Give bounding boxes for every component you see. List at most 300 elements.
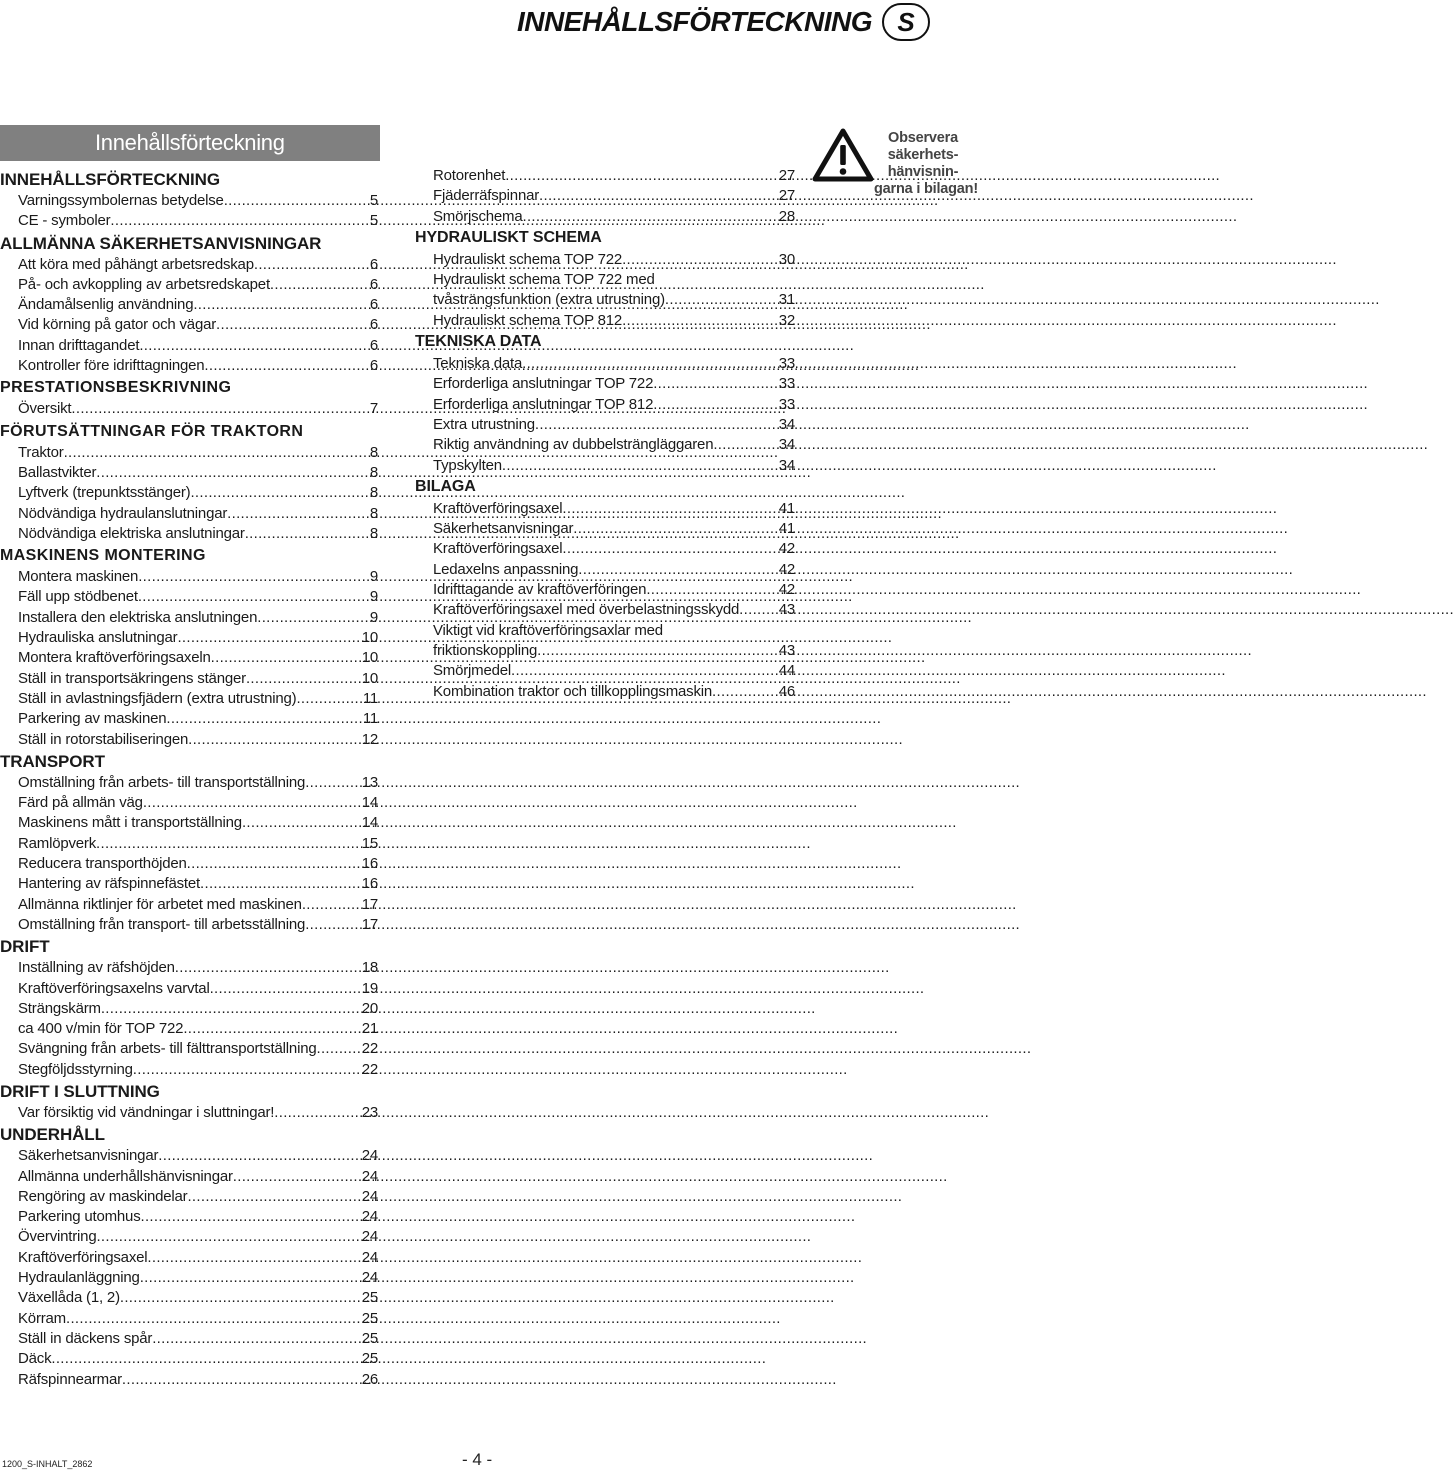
toc-entry-page: 25 [361, 1329, 378, 1347]
dot-leader [71, 399, 369, 419]
dot-leader [665, 290, 779, 310]
toc-entry[interactable] [0, 1227, 378, 1247]
dot-leader [183, 1019, 361, 1039]
dot-leader [158, 1146, 361, 1166]
toc-entry[interactable] [0, 1207, 378, 1227]
dot-leader [147, 1248, 361, 1268]
dot-leader [713, 435, 778, 455]
header-title: INNEHÅLLSFÖRTECKNING [516, 6, 872, 37]
toc-entry-page: 22 [361, 1060, 378, 1078]
toc-entry-title: Kombination traktor och tillkopplingsmaskin [433, 682, 713, 700]
dot-leader [200, 874, 362, 894]
dot-leader [211, 648, 362, 668]
toc-entry[interactable] [415, 354, 795, 374]
toc-entry[interactable] [0, 1103, 378, 1123]
toc-entry-title: Däck [18, 1350, 52, 1368]
dot-leader [274, 1103, 361, 1123]
toc-entry[interactable] [415, 661, 795, 681]
toc-entry-page: 42 [778, 560, 795, 578]
toc-entry[interactable] [0, 854, 378, 874]
toc-entry-title: Kontroller före idrifttagningen [18, 357, 205, 375]
dot-leader [96, 1227, 361, 1247]
toc-entry-page: 46 [778, 682, 795, 700]
toc-entry-title: Omställning från arbets- till transportställning [18, 773, 306, 791]
toc-entry[interactable] [0, 191, 378, 211]
toc-entry[interactable] [0, 689, 378, 709]
dot-leader [122, 1370, 362, 1390]
toc-entry-page: 11 [362, 710, 378, 728]
toc-entry-page: 41 [778, 520, 795, 538]
toc-entry[interactable] [415, 207, 795, 227]
toc-entry[interactable] [0, 1248, 378, 1268]
dot-leader [646, 580, 778, 600]
toc-entry-page: 5 [369, 212, 378, 230]
dot-leader [302, 895, 362, 915]
toc-entry[interactable] [415, 290, 795, 310]
dot-leader [233, 1167, 362, 1187]
toc-entry-title: Erforderliga anslutningar TOP 812 [433, 395, 654, 413]
toc-entry[interactable] [0, 315, 378, 335]
toc-entry-title: Växellåda (1, 2) [18, 1289, 120, 1307]
toc-entry-title: Inställning av räfshöjden [18, 959, 175, 977]
toc-entry-page: 42 [778, 540, 795, 558]
toc-entry-page: 8 [369, 524, 378, 542]
toc-entry-page: 6 [369, 296, 378, 314]
toc-entry-page: 24 [361, 1248, 378, 1266]
toc-entry-page: 6 [369, 336, 378, 354]
dot-leader [210, 979, 362, 999]
toc-section-heading[interactable]: PRESTATIONSBESKRIVNING [0, 379, 232, 397]
toc-entry-title: Nödvändiga elektriska anslutningar [18, 524, 245, 542]
toc-entry-page: 18 [361, 959, 378, 977]
toc-entry-title: Att köra med påhängt arbetsredskap [18, 255, 254, 273]
dot-leader [143, 793, 362, 813]
toc-entry[interactable] [0, 443, 378, 463]
dot-leader [537, 641, 779, 661]
dot-leader [96, 463, 370, 483]
toc-entry-page: 22 [361, 1040, 378, 1058]
toc-entry[interactable] [0, 1146, 378, 1166]
toc-entry-page: 24 [361, 1167, 378, 1185]
toc-entry-title: På- och avkoppling av arbetsredskapet [18, 275, 270, 293]
toc-entry-title: Kraftöverföringsaxel med överbelastningsskydd [433, 601, 740, 619]
toc-entry[interactable] [415, 166, 795, 186]
toc-entry-page: 10 [361, 629, 378, 647]
toc-entry[interactable] [415, 415, 795, 435]
toc-entry[interactable] [0, 979, 378, 999]
toc-entry[interactable] [0, 915, 378, 935]
toc-entry-title: Kraftöverföringsaxelns varvtal [18, 979, 210, 997]
toc-entry-title: Typskylten [433, 456, 502, 474]
toc-entry[interactable] [415, 311, 795, 331]
dot-leader [216, 315, 370, 335]
toc-entry-title: Säkerhetsanvisningar [433, 520, 574, 538]
note-line: garna i bilagan! [874, 181, 978, 197]
toc-entry[interactable] [0, 587, 378, 607]
toc-section-heading[interactable]: HYDRAULISKT SCHEMA [415, 228, 602, 246]
toc-entry[interactable] [415, 600, 795, 620]
toc-entry[interactable] [0, 275, 378, 295]
toc-entry-page: 11 [362, 689, 378, 707]
toc-entry-title: Lyftverk (trepunktsstänger) [18, 484, 191, 502]
toc-entry[interactable] [415, 682, 795, 702]
toc-entry[interactable] [0, 356, 378, 376]
toc-entry[interactable] [415, 435, 795, 455]
toc-entry-line: Viktigt vid kraftöverföringsaxlar med [433, 621, 663, 639]
toc-entry-title: Kraftöverföringsaxel [18, 1248, 148, 1266]
dot-leader [138, 567, 370, 587]
toc-entry-page: 9 [369, 588, 378, 606]
toc-entry-page: 8 [369, 504, 378, 522]
toc-entry-page: 10 [361, 669, 378, 687]
dot-leader [139, 336, 370, 356]
toc-entry-title: Körram [18, 1309, 66, 1327]
toc-entry-title: Erforderliga anslutningar TOP 722 [433, 375, 654, 393]
toc-entry-page: 28 [778, 207, 795, 225]
toc-entry-page: 32 [778, 311, 795, 329]
toc-entry-page: 9 [369, 608, 378, 626]
toc-entry-title: Översikt [18, 400, 72, 418]
toc-entry[interactable] [0, 874, 378, 894]
dot-leader [535, 415, 779, 435]
dot-leader [120, 1288, 362, 1308]
toc-entry-page: 7 [369, 400, 378, 418]
dot-leader [175, 958, 362, 978]
toc-entry[interactable] [0, 628, 378, 648]
toc-entry[interactable] [0, 1288, 378, 1308]
toc-entry-page: 43 [778, 601, 795, 619]
toc-entry-page: 33 [778, 375, 795, 393]
safety-note [812, 128, 978, 197]
toc-entry-page: 8 [369, 463, 378, 481]
dot-leader [242, 813, 362, 833]
toc-entry[interactable] [415, 374, 795, 394]
toc-entry-page: 16 [361, 855, 378, 873]
toc-entry-title: Färd på allmän väg [18, 794, 143, 812]
toc-entry-title: Extra utrustning [433, 415, 535, 433]
toc-entry-title: Svängning från arbets- till fälttransportställning [18, 1040, 317, 1058]
dot-leader [140, 1268, 362, 1288]
dot-leader [141, 1207, 362, 1227]
toc-entry[interactable] [0, 834, 378, 854]
dot-leader [573, 519, 778, 539]
toc-right-column [415, 166, 795, 702]
toc-entry-title: Säkerhetsanvisningar [18, 1147, 159, 1165]
language-badge: S [882, 3, 930, 41]
toc-entry-page: 25 [361, 1350, 378, 1368]
toc-entry-title: Varningssymbolernas betydelse [18, 192, 224, 209]
toc-section-heading[interactable]: MASKINENS MONTERING [0, 547, 206, 565]
toc-entry[interactable] [0, 255, 378, 275]
toc-entry-title: Ändamålsenlig användning [18, 296, 194, 314]
toc-entry-page: 34 [778, 456, 795, 474]
warning-triangle-icon [812, 128, 874, 182]
toc-entry-page: 6 [369, 316, 378, 334]
toc-entry-page: 8 [369, 443, 378, 461]
toc-entry-page: 6 [369, 275, 378, 293]
toc-entry-title: Hydrauliskt schema TOP 812 [433, 311, 623, 329]
toc-entry-page: 31 [778, 291, 795, 309]
dot-leader [712, 682, 779, 702]
toc-entry-page: 42 [778, 581, 795, 599]
toc-entry-title: Tekniska data [433, 355, 523, 373]
dot-leader [270, 275, 370, 295]
toc-entry-title: Parkering utomhus [18, 1208, 141, 1226]
toc-entry[interactable] [0, 730, 378, 750]
dot-leader [138, 587, 370, 607]
dot-leader [51, 1349, 361, 1369]
toc-entry-title: Fäll upp stödbenet [18, 588, 138, 606]
toc-entry[interactable] [0, 1309, 378, 1329]
toc-entry[interactable] [0, 524, 378, 544]
toc-entry[interactable] [415, 250, 795, 270]
dot-leader [562, 499, 778, 519]
toc-entry[interactable] [0, 813, 378, 833]
dot-leader [523, 207, 779, 227]
toc-entry-page: 27 [778, 167, 795, 184]
toc-entry-title: Montera maskinen [18, 568, 139, 586]
toc-entry[interactable] [415, 186, 795, 206]
toc-entry-line: Hydrauliskt schema TOP 722 med [433, 271, 655, 289]
toc-entry-title: friktionskoppling [433, 641, 538, 659]
toc-entry-title: Allmänna riktlinjer för arbetet med maskinen [18, 895, 302, 913]
toc-entry-title: Traktor [18, 443, 64, 461]
toc-section-heading[interactable]: FÖRUTSÄTTNINGAR FÖR TRAKTORN [0, 422, 304, 440]
toc-entry-title: tvåsträngsfunktion (extra utrustning) [433, 291, 665, 309]
dot-leader [187, 1187, 361, 1207]
toc-entry-page: 25 [361, 1309, 378, 1327]
dot-leader [224, 191, 370, 211]
toc-entry-title: Räfspinnearmar [18, 1370, 122, 1388]
toc-entry[interactable] [415, 519, 795, 539]
toc-entry-page: 23 [361, 1103, 378, 1121]
dot-leader [193, 295, 370, 315]
dot-leader [188, 730, 362, 750]
toc-entry-title: Stegföljdsstyrning [18, 1060, 133, 1078]
toc-section-heading[interactable]: ALLMÄNNA SÄKERHETSANVISNINGAR [0, 233, 322, 253]
toc-entry-title: Vid körning på gator och vägar [18, 316, 217, 334]
note-line: hänvisnin- [887, 164, 959, 180]
dot-leader [190, 483, 369, 503]
toc-entry-page: 24 [361, 1228, 378, 1246]
toc-entry-title: Nödvändiga hydraulanslutningar [18, 504, 228, 522]
toc-entry[interactable] [0, 336, 378, 356]
toc-entry-page: 6 [369, 255, 378, 273]
dot-leader [66, 1309, 362, 1329]
toc-entry[interactable] [415, 539, 795, 559]
toc-entry-page: 34 [778, 415, 795, 433]
toc-entry-title: Ledaxelns anpassning [433, 560, 579, 578]
toc-entry[interactable] [0, 483, 378, 503]
toc-entry-page: 33 [778, 355, 795, 373]
toc-entry-title: Kraftöverföringsaxel [433, 499, 563, 517]
toc-entry-title: ca 400 v/min för TOP 722 [18, 1020, 184, 1038]
toc-entry-page: 41 [778, 499, 795, 517]
toc-entry-title: Övervintring [18, 1228, 97, 1246]
toc-entry-title: Strängskärm [18, 999, 101, 1017]
toc-entry-page: 30 [778, 250, 795, 268]
dot-leader [254, 255, 370, 275]
toc-entry[interactable] [415, 580, 795, 600]
toc-entry-title: Hydrauliskt schema TOP 722 [433, 250, 623, 268]
toc-entry-title: Ställ in rotorstabiliseringen [18, 730, 189, 748]
toc-entry[interactable] [0, 567, 378, 587]
dot-leader [227, 504, 370, 524]
dot-leader [110, 211, 369, 231]
toc-entry-page: 8 [369, 484, 378, 502]
toc-entry-title: Rengöring av maskindelar [18, 1187, 188, 1205]
toc-section-heading[interactable]: UNDERHÅLL [0, 1125, 105, 1145]
toc-entry-page: 14 [361, 794, 378, 812]
toc-entry-page: 17 [361, 895, 378, 913]
dot-leader [539, 186, 779, 206]
page-header [0, 0, 960, 48]
toc-entry-page: 19 [361, 979, 378, 997]
toc-entry[interactable] [0, 399, 378, 419]
toc-entry[interactable] [415, 456, 795, 476]
banner-title: Innehållsförteckning [95, 130, 285, 155]
dot-leader [622, 311, 779, 331]
toc-entry-page: 17 [361, 915, 378, 933]
toc-entry-page: 43 [778, 641, 795, 659]
dot-leader [511, 661, 779, 681]
dot-leader [578, 560, 778, 580]
dot-leader [246, 669, 362, 689]
toc-entry-page: 44 [778, 662, 795, 680]
toc-entry-title: Parkering av maskinen [18, 710, 167, 728]
note-line: Observera [888, 130, 958, 146]
toc-entry[interactable] [0, 669, 378, 689]
dot-leader [305, 773, 362, 793]
toc-entry[interactable] [0, 999, 378, 1019]
toc-entry-title: Ställ in däckens spår [18, 1329, 153, 1347]
toc-entry[interactable] [0, 1329, 378, 1349]
toc-entry[interactable] [0, 773, 378, 793]
toc-entry[interactable] [0, 895, 378, 915]
toc-entry-title: Hantering av räfspinnefästet [18, 875, 201, 893]
toc-section-heading[interactable]: DRIFT I SLUTTNING [0, 1081, 160, 1101]
toc-entry[interactable] [0, 608, 378, 628]
toc-entry-title: Ramlöpverk [18, 834, 97, 852]
toc-entry-title: Hydraulanläggning [18, 1269, 140, 1287]
toc-section-heading[interactable]: TEKNISKA DATA [415, 333, 542, 351]
toc-entry-page: 26 [361, 1370, 378, 1388]
toc-section-heading[interactable]: BILAGA [415, 477, 476, 495]
toc-entry-title: Hydrauliska anslutningar [18, 629, 178, 647]
toc-entry[interactable] [0, 958, 378, 978]
toc-entry-page: 25 [361, 1289, 378, 1307]
toc-entry[interactable] [0, 463, 378, 483]
dot-leader [152, 1329, 361, 1349]
toc-section-heading[interactable]: DRIFT [0, 937, 50, 957]
toc-entry-title: Riktig användning av dubbelsträngläggaren [433, 436, 714, 454]
dot-leader [653, 395, 778, 415]
toc-left-column [0, 168, 380, 1390]
toc-entry[interactable] [0, 793, 378, 813]
toc-entry-title: Installera den elektriska anslutningen [18, 608, 258, 626]
toc-entry-page: 34 [778, 436, 795, 454]
toc-entry[interactable] [0, 295, 378, 315]
toc-entry-page: 14 [361, 814, 378, 832]
toc-entry[interactable] [415, 641, 795, 661]
dot-leader [305, 915, 362, 935]
toc-entry[interactable] [415, 560, 795, 580]
safety-note-text [874, 130, 978, 198]
toc-entry-title: Smörjschema [433, 207, 523, 225]
dot-leader [653, 374, 778, 394]
toc-entry-title: Montera kraftöverföringsaxeln [18, 649, 211, 667]
dot-leader [522, 354, 779, 374]
toc-entry-title: Ställ in transportsäkringens stänger [18, 669, 246, 687]
toc-entry[interactable] [0, 1349, 378, 1369]
toc-entry[interactable] [415, 395, 795, 415]
toc-entry-page: 24 [361, 1147, 378, 1165]
toc-entry[interactable] [0, 1060, 378, 1080]
toc-entry[interactable] [0, 1167, 378, 1187]
toc-entry-page: 24 [361, 1208, 378, 1226]
toc-entry[interactable] [0, 1019, 378, 1039]
toc-entry-page: 21 [361, 1020, 378, 1038]
dot-leader [245, 524, 370, 544]
toc-entry[interactable] [0, 1370, 378, 1390]
dot-leader [317, 1039, 362, 1059]
toc-entry-page: 13 [361, 773, 378, 791]
toc-entry[interactable] [0, 709, 378, 729]
dot-leader [739, 600, 779, 620]
toc-entry[interactable] [0, 211, 378, 231]
toc-entry[interactable] [0, 1039, 378, 1059]
toc-entry-title: Allmänna underhållshänvisningar [18, 1167, 233, 1185]
dot-leader [257, 608, 370, 628]
dot-leader [64, 443, 370, 463]
dot-leader [502, 456, 779, 476]
dot-leader [622, 250, 779, 270]
toc-section-heading[interactable]: INNEHÅLLSFÖRTECKNING [0, 170, 220, 189]
dot-leader [505, 166, 778, 186]
footer-doc-id: 1200_S-INHALT_2862 [2, 1459, 93, 1469]
toc-section-heading[interactable]: TRANSPORT [0, 751, 105, 771]
toc-entry-page: 24 [361, 1187, 378, 1205]
toc-entry-page: 6 [369, 357, 378, 375]
toc-entry-title: Innan drifttagandet [18, 336, 140, 354]
toc-entry[interactable] [0, 1187, 378, 1207]
toc-entry-title: Reducera transporthöjden [18, 855, 187, 873]
dot-leader [96, 834, 362, 854]
toc-entry-page: 5 [369, 192, 378, 209]
toc-entry-title: Fjäderräfspinnar [433, 187, 540, 205]
toc-entry-title: Maskinens mått i transportställning [18, 814, 242, 832]
toc-banner [0, 125, 380, 161]
dot-leader [562, 539, 778, 559]
toc-entry-title: Ballastvikter [18, 463, 97, 481]
toc-entry-page: 20 [361, 999, 378, 1017]
toc-entry[interactable] [0, 504, 378, 524]
toc-entry[interactable] [0, 648, 378, 668]
dot-leader [101, 999, 362, 1019]
toc-entry-title: Ställ in avlastningsfjädern (extra utrustning) [18, 689, 297, 707]
toc-entry[interactable] [0, 1268, 378, 1288]
note-line: säkerhets- [887, 147, 959, 163]
toc-entry-title: Smörjmedel [433, 662, 512, 680]
toc-entry[interactable] [415, 499, 795, 519]
toc-entry-page: 24 [361, 1269, 378, 1287]
dot-leader [133, 1060, 362, 1080]
footer-page-number: - 4 - [462, 1450, 493, 1469]
toc-entry-page: 33 [778, 395, 795, 413]
toc-entry-page: 27 [778, 187, 795, 205]
toc-entry-title: Omställning från transport- till arbetsställning [18, 915, 306, 933]
toc-entry-page: 10 [361, 649, 378, 667]
